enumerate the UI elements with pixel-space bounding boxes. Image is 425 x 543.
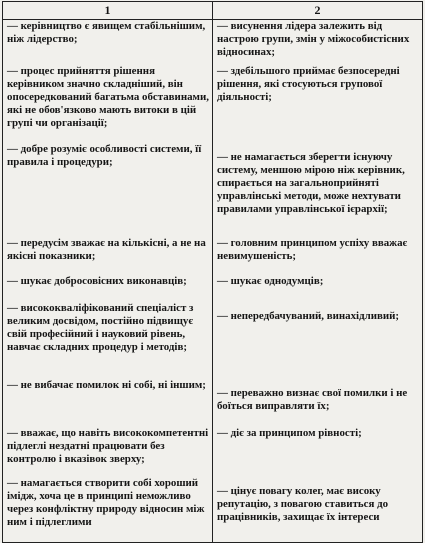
leader-cell — [213, 20, 423, 66]
leader-trait: — непередбачуваний, винахідливий; — [217, 310, 400, 322]
leader-trait: — шукає однодумців; — [217, 275, 324, 287]
table-row — [3, 237, 423, 275]
leader-cell — [213, 302, 423, 379]
manager-cell — [3, 237, 213, 275]
leader-cell — [213, 477, 423, 543]
leader-trait: — висунення лідера залежить від настрою групи, змін у міжособистісних відносинах; — [217, 20, 410, 59]
manager-cell — [3, 477, 213, 543]
table-row — [3, 275, 423, 302]
manager-trait: — висококваліфікований спеціаліст з великим досвідом, постійно підвищує свій професійний і науковий рівень, навчає складних процедур і методів; — [7, 302, 194, 354]
leader-cell — [213, 379, 423, 419]
column-header-1: 1 — [3, 2, 213, 20]
manager-trait: — керівництво є явищем стабільнішим, ніж лідерство; — [7, 20, 206, 46]
leader-cell — [213, 419, 423, 477]
manager-trait: — намагається створити собі хороший імідж, хоча це в принципі неможливо через конфліктну природу відносин між ним і підлеглими — [7, 477, 205, 529]
leader-cell — [213, 275, 423, 302]
comparison-table — [2, 1, 423, 543]
manager-trait: — процес прийняття рішення керівником значно складніший, він опосередкований багатьма обставинами, які не обов'язково мають витоки в цій групі чи організації; — [7, 65, 209, 130]
column-header-2: 2 — [213, 2, 423, 20]
leader-trait: — головним принципом успіху вважає невимушеність; — [217, 237, 408, 263]
leader-trait: — не намагається зберегти існуючу систему, меншою мірою ніж керівник, спирається на загальноприйняті управлінські методи, може нехтувати правилами управлінської ієрархії; — [217, 151, 405, 216]
manager-trait: — вважає, що навіть висококомпетентні підлеглі нездатні працювати без контролю і вказівок зверху; — [7, 427, 209, 466]
manager-trait: — не вибачає помилок ні собі, ні іншим; — [7, 379, 206, 391]
leader-cell — [213, 237, 423, 275]
table-row — [3, 419, 423, 477]
table-row — [3, 65, 423, 143]
table-row — [3, 143, 423, 237]
leader-trait: — здебільшого приймає безпосередні рішення, які стосуються групової діяльності; — [217, 65, 400, 104]
table-row — [3, 302, 423, 379]
table-row — [3, 379, 423, 419]
table-row — [3, 20, 423, 66]
leader-trait: — цінує повагу колег, має високу репутацію, з повагою ставиться до працівників, захищає їх інтереси — [217, 485, 389, 524]
manager-cell — [3, 20, 213, 66]
manager-cell — [3, 419, 213, 477]
manager-cell — [3, 65, 213, 143]
manager-trait: — шукає добросовісних виконавців; — [7, 275, 187, 287]
manager-cell — [3, 379, 213, 419]
manager-cell — [3, 143, 213, 237]
manager-trait: — передусім зважає на кількісні, а не на якісні показники; — [7, 237, 206, 263]
manager-cell — [3, 302, 213, 379]
leader-trait: — діє за принципом рівності; — [217, 427, 362, 439]
manager-trait: — добре розуміє особливості системи, її правила і процедури; — [7, 143, 202, 169]
table-row — [3, 477, 423, 543]
leader-trait: — переважно визнає свої помилки і не боїться виправляти їх; — [217, 387, 408, 413]
leader-cell — [213, 65, 423, 143]
table-header-row — [3, 2, 423, 20]
manager-cell — [3, 275, 213, 302]
leader-cell — [213, 143, 423, 237]
